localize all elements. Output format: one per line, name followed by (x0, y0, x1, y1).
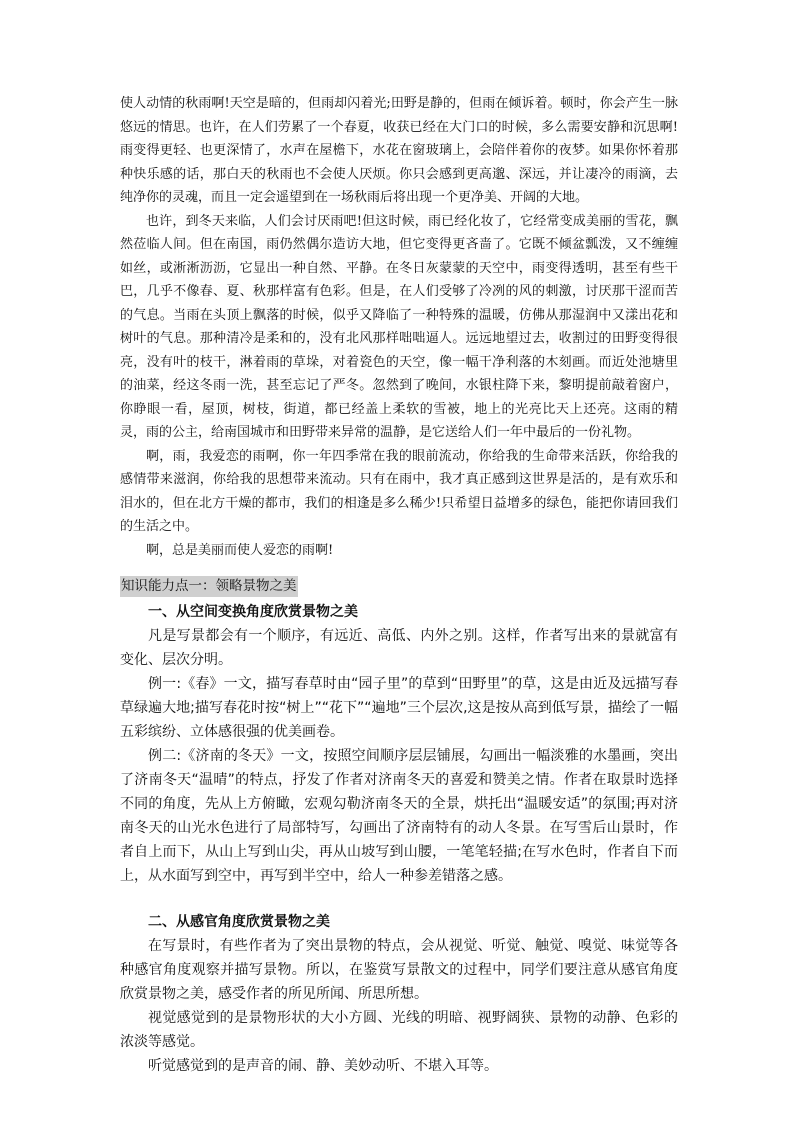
essay-paragraph: 啊，雨，我爱恋的雨啊，你一年四季常在我的眼前流动，你给我的生命带来活跃，你给我的感情带来滋润，你给我的思想带来流动。只有在雨中，我才真正感到这世界是活的，是有欢乐和泪水的，但在北方干燥的都市，我们的相逢是多么稀少!只希望日益增多的绿色，能把你请回我们的生活之中。 (120, 448, 678, 534)
section2-heading: 二、从感官角度欣赏景物之美 (148, 914, 330, 930)
section2-paragraph: 在写景时，有些作者为了突出景物的特点，会从视觉、听觉、触觉、嗅觉、味觉等各种感官角度观察并描写景物。所以，在鉴赏写景散文的过程中，同学们要注意从感官角度欣赏景物之美，感受作者的所见所闻、所思所想。 (120, 938, 678, 1002)
section1-example-2: 例二:《济南的冬天》一文，按照空间顺序层层铺展，勾画出一幅淡雅的水墨画，突出了济南冬天“温晴”的特点，抒发了作者对济南冬天的喜爱和赞美之情。作者在取景时选择不同的角度，先从上方俯瞰，宏观勾勒济南冬天的全景，烘托出“温暖安适”的氛围;再对济南冬天的山光水色进行了局部特写，勾画出了济南特有的动人冬景。在写雪后山景时，作者自上而下，从山上写到山尖，再从山坡写到山腰，一笔笔轻描;在写水色时，作者自下而上，从水面写到空中，再写到半空中，给人一种参差错落之感。 (120, 748, 678, 884)
essay-paragraph: 使人动情的秋雨啊!天空是暗的，但雨却闪着光;田野是静的，但雨在倾诉着。顿时，你会产生一脉悠远的情思。也许，在人们劳累了一个春夏，收获已经在大门口的时候，多么需要安静和沉思啊!雨变得更轻、也更深情了，水声在屋檐下，水花在窗玻璃上，会陪伴着你的夜梦。如果你怀着那种快乐感的话，那白天的秋雨也不会使人厌烦。你只会感到更高邈、深远，并让凄冷的雨滴，去纯净你的灵魂，而且一定会遥望到在一场秋雨后将出现一个更净美、开阔的大地。 (120, 96, 678, 205)
section2-auditory: 听觉感觉到的是声音的闹、静、美妙动听、不堪入耳等。 (148, 1058, 498, 1074)
section2-visual: 视觉感觉到的是景物形状的大小方圆、光线的明暗、视野阔狭、景物的动静、色彩的浓淡等感觉。 (120, 1010, 678, 1050)
knowledge-tag: 知识能力点一：领略景物之美 (120, 576, 298, 597)
essay-body (120, 92, 678, 562)
essay-paragraph: 啊，总是美丽而使人爱恋的雨啊! (146, 542, 334, 558)
section1-paragraph: 凡是写景都会有一个顺序，有远近、高低、内外之别。这样，作者写出来的景就富有变化、层次分明。 (120, 628, 678, 668)
knowledge-section (120, 574, 678, 1078)
section1-example-1: 例一:《春》一文，描写春草时由“园子里”的草到“田野里”的草，这是由近及远描写春草绿遍大地;描写春花时按“树上”“花下”“遍地”三个层次,这是按从高到低写景，描绘了一幅五彩缤纷、立体感很强的优美画卷。 (120, 676, 678, 740)
knowledge-tag-row (120, 574, 678, 598)
essay-paragraph: 也许，到冬天来临，人们会讨厌雨吧!但这时候，雨已经化妆了，它经常变成美丽的雪花，飘然莅临人间。但在南国，雨仍然偶尔造访大地，但它变得更吝啬了。它既不倾盆瓢泼，又不缠缠如丝，或淅淅沥沥，它显出一种自然、平静。在冬日灰蒙蒙的天空中，雨变得透明，甚至有些干巴，几乎不像春、夏、秋那样富有色彩。但是，在人们受够了冷冽的风的刺激，讨厌那干涩而苦的气息。当雨在头顶上飘落的时候，似乎又降临了一种特殊的温暖，仿佛从那湿润中又漾出花和树叶的气息。那种清冷是柔和的，没有北风那样咄咄逼人。远远地望过去，收割过的田野变得很亮，没有叶的枝干，淋着雨的草垛，对着瓷色的天空，像一幅干净利落的木刻画。而近处池塘里的油菜，经这冬雨一洗，甚至忘记了严冬。忽然到了晚间，水银柱降下来，黎明提前敲着窗户，你睁眼一看，屋顶，树枝，街道，都已经盖上柔软的雪被，地上的光亮比天上还亮。这雨的精灵，雨的公主，给南国城市和田野带来异常的温静，是它送给人们一年中最后的一份礼物。 (120, 213, 678, 440)
section1-heading: 一、从空间变换角度欣赏景物之美 (148, 604, 358, 620)
